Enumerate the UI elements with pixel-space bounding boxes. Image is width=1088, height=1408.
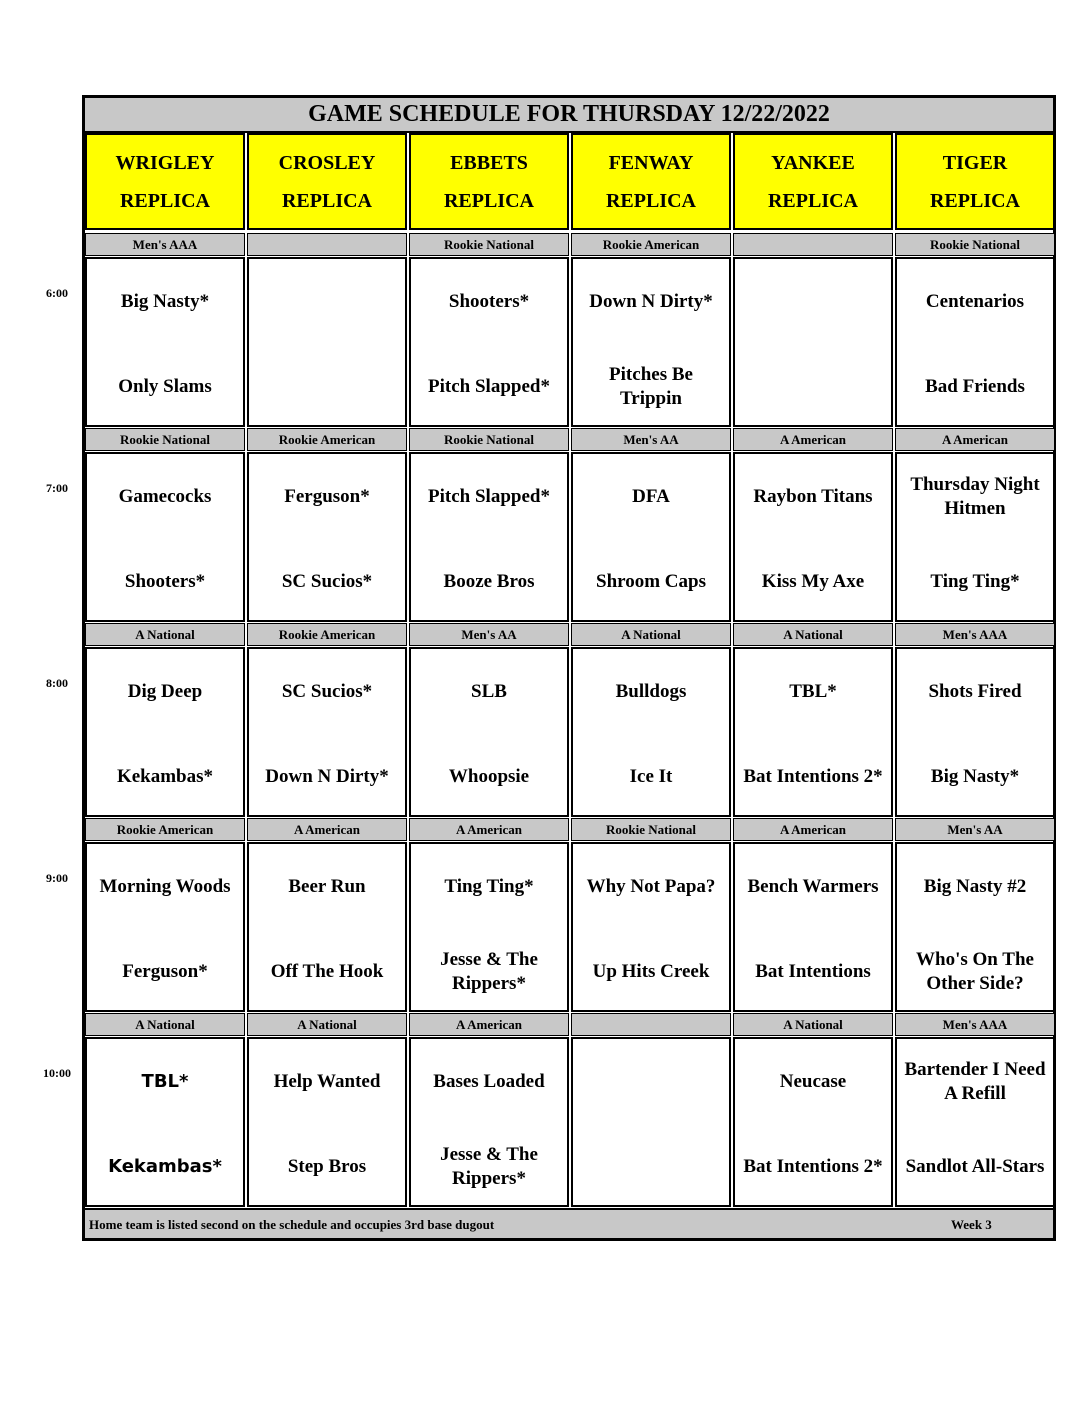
game-slot bbox=[733, 1037, 893, 1207]
field-name: EBBETS bbox=[450, 151, 528, 174]
away-team: SC Sucios* bbox=[281, 680, 373, 702]
home-team: Bad Friends bbox=[925, 375, 1025, 397]
home-team: Big Nasty* bbox=[930, 765, 1020, 787]
away-team: Shots Fired bbox=[928, 680, 1022, 702]
away-team: Gamecocks bbox=[118, 485, 212, 507]
game-slot bbox=[247, 257, 407, 427]
game-slot bbox=[895, 842, 1055, 1012]
division-label: A American bbox=[733, 818, 893, 841]
away-team: Bench Warmers bbox=[747, 875, 879, 897]
home-team: Down N Dirty* bbox=[265, 765, 389, 787]
home-team: SC Sucios* bbox=[281, 570, 373, 592]
away-team: Bulldogs bbox=[615, 680, 687, 702]
division-label: Rookie American bbox=[247, 623, 407, 646]
home-team: Bat Intentions bbox=[755, 960, 871, 982]
field-header-2 bbox=[409, 133, 569, 230]
field-type: REPLICA bbox=[119, 189, 210, 212]
game-slot bbox=[733, 452, 893, 622]
away-team: SLB bbox=[471, 680, 507, 702]
schedule-footer bbox=[85, 1208, 1053, 1238]
division-label: A National bbox=[733, 623, 893, 646]
home-team: Ting Ting* bbox=[930, 570, 1020, 592]
time-label: 10:00 bbox=[43, 1066, 71, 1080]
division-label: A National bbox=[733, 1013, 893, 1036]
game-slot bbox=[85, 647, 245, 817]
game-slot bbox=[247, 452, 407, 622]
game-slot bbox=[895, 647, 1055, 817]
away-team: Bases Loaded bbox=[433, 1070, 545, 1092]
away-team: Why Not Papa? bbox=[586, 875, 716, 897]
time-label: 9:00 bbox=[46, 871, 68, 885]
time-label: 6:00 bbox=[46, 286, 68, 300]
game-slot bbox=[409, 257, 569, 427]
schedule-title: GAME SCHEDULE FOR THURSDAY 12/22/2022 bbox=[85, 98, 1053, 133]
field-header-1 bbox=[247, 133, 407, 230]
away-team: TBL* bbox=[141, 1070, 189, 1092]
game-slot bbox=[571, 257, 731, 427]
away-team: TBL* bbox=[789, 680, 837, 702]
away-team: Down N Dirty* bbox=[589, 290, 713, 312]
division-label: Rookie National bbox=[409, 233, 569, 256]
division-label: Rookie National bbox=[85, 428, 245, 451]
game-slot bbox=[409, 647, 569, 817]
home-team: Shroom Caps bbox=[596, 570, 706, 592]
field-header-5 bbox=[895, 133, 1055, 230]
home-team: Bat Intentions 2* bbox=[743, 765, 883, 787]
week-label: Week 3 bbox=[951, 1217, 992, 1232]
home-team: Jesse & The Rippers* bbox=[440, 948, 538, 994]
division-label: Men's AAA bbox=[895, 1013, 1055, 1036]
game-slot bbox=[409, 452, 569, 622]
home-team: Off The Hook bbox=[270, 960, 384, 982]
home-team bbox=[735, 344, 891, 429]
field-name: FENWAY bbox=[608, 151, 694, 174]
game-slot bbox=[409, 842, 569, 1012]
division-label: Men's AA bbox=[895, 818, 1055, 841]
field-type: REPLICA bbox=[443, 189, 534, 212]
home-team: Up Hits Creek bbox=[592, 960, 710, 982]
schedule-table bbox=[82, 95, 1056, 1241]
division-label: A National bbox=[85, 623, 245, 646]
field-header-3 bbox=[571, 133, 731, 230]
division-label bbox=[247, 233, 407, 256]
field-name: TIGER bbox=[942, 151, 1008, 174]
game-slot bbox=[247, 1037, 407, 1207]
home-team: Kekambas* bbox=[108, 1155, 222, 1177]
away-team bbox=[573, 1039, 729, 1124]
home-team: Whoopsie bbox=[448, 765, 530, 787]
game-slot bbox=[895, 1037, 1055, 1207]
division-label bbox=[733, 233, 893, 256]
game-slot bbox=[571, 842, 731, 1012]
away-team: Dig Deep bbox=[127, 680, 203, 702]
home-team: Ferguson* bbox=[122, 960, 208, 982]
home-team bbox=[249, 344, 405, 429]
away-team: Morning Woods bbox=[99, 875, 231, 897]
field-type: REPLICA bbox=[605, 189, 696, 212]
away-team: Shooters* bbox=[448, 290, 530, 312]
division-label: Rookie National bbox=[571, 818, 731, 841]
away-team: Big Nasty #2 bbox=[923, 875, 1027, 897]
footer-note: Home team is listed second on the schedule and occupies 3rd base dugout bbox=[89, 1217, 495, 1232]
game-slot bbox=[571, 452, 731, 622]
home-team: Who's On The Other Side? bbox=[916, 948, 1034, 994]
field-name: CROSLEY bbox=[278, 151, 376, 174]
field-type: REPLICA bbox=[767, 189, 858, 212]
away-team: Big Nasty* bbox=[120, 290, 210, 312]
division-label: Rookie National bbox=[409, 428, 569, 451]
away-team: Ferguson* bbox=[284, 485, 370, 507]
game-slot bbox=[571, 647, 731, 817]
field-name: YANKEE bbox=[771, 151, 855, 174]
division-label bbox=[571, 1013, 731, 1036]
home-team: Kekambas* bbox=[116, 765, 214, 787]
division-label: Men's AA bbox=[571, 428, 731, 451]
home-team: Ice It bbox=[629, 765, 673, 787]
time-label: 8:00 bbox=[46, 676, 68, 690]
away-team: Raybon Titans bbox=[753, 485, 873, 507]
division-label: Rookie American bbox=[571, 233, 731, 256]
division-label: Rookie American bbox=[85, 818, 245, 841]
division-label: Rookie American bbox=[247, 428, 407, 451]
game-slot bbox=[247, 842, 407, 1012]
field-header-0 bbox=[85, 133, 245, 230]
away-team: Centenarios bbox=[925, 290, 1025, 312]
division-label: A National bbox=[247, 1013, 407, 1036]
away-team: Ting Ting* bbox=[444, 875, 534, 897]
game-slot bbox=[895, 452, 1055, 622]
game-slot bbox=[733, 257, 893, 427]
division-label: A American bbox=[409, 818, 569, 841]
away-team: Neucase bbox=[779, 1070, 847, 1092]
home-team: Kiss My Axe bbox=[761, 570, 865, 592]
field-name: WRIGLEY bbox=[115, 151, 215, 174]
time-label: 7:00 bbox=[46, 481, 68, 495]
home-team: Bat Intentions 2* bbox=[743, 1155, 883, 1177]
away-team: Help Wanted bbox=[273, 1070, 381, 1092]
game-slot bbox=[409, 1037, 569, 1207]
game-slot bbox=[85, 257, 245, 427]
division-label: Men's AA bbox=[409, 623, 569, 646]
away-team bbox=[249, 259, 405, 344]
home-team: Pitch Slapped* bbox=[428, 375, 550, 397]
home-team: Sandlot All-Stars bbox=[905, 1155, 1045, 1177]
division-label: A National bbox=[85, 1013, 245, 1036]
division-label: Men's AAA bbox=[895, 623, 1055, 646]
away-team: Bartender I Need A Refill bbox=[904, 1058, 1046, 1104]
game-slot bbox=[733, 842, 893, 1012]
away-team: DFA bbox=[632, 485, 670, 507]
away-team: Pitch Slapped* bbox=[428, 485, 550, 507]
field-header-4 bbox=[733, 133, 893, 230]
game-slot bbox=[733, 647, 893, 817]
game-slot bbox=[895, 257, 1055, 427]
game-slot bbox=[85, 842, 245, 1012]
division-label: A American bbox=[409, 1013, 569, 1036]
division-label: A American bbox=[895, 428, 1055, 451]
game-slot bbox=[571, 1037, 731, 1207]
home-team: Shooters* bbox=[124, 570, 206, 592]
field-type: REPLICA bbox=[929, 189, 1020, 212]
game-slot bbox=[85, 1037, 245, 1207]
home-team: Booze Bros bbox=[443, 570, 535, 592]
home-team: Jesse & The Rippers* bbox=[440, 1143, 538, 1189]
game-slot bbox=[85, 452, 245, 622]
division-label: A American bbox=[733, 428, 893, 451]
away-team: Beer Run bbox=[288, 875, 366, 897]
division-label: Rookie National bbox=[895, 233, 1055, 256]
home-team: Pitches Be Trippin bbox=[609, 363, 693, 409]
home-team: Step Bros bbox=[287, 1155, 367, 1177]
division-label: A American bbox=[247, 818, 407, 841]
home-team: Only Slams bbox=[118, 375, 212, 397]
division-label: Men's AAA bbox=[85, 233, 245, 256]
division-label: A National bbox=[571, 623, 731, 646]
away-team: Thursday Night Hitmen bbox=[910, 473, 1040, 519]
away-team bbox=[735, 259, 891, 344]
home-team bbox=[573, 1124, 729, 1209]
field-type: REPLICA bbox=[281, 189, 372, 212]
game-slot bbox=[247, 647, 407, 817]
